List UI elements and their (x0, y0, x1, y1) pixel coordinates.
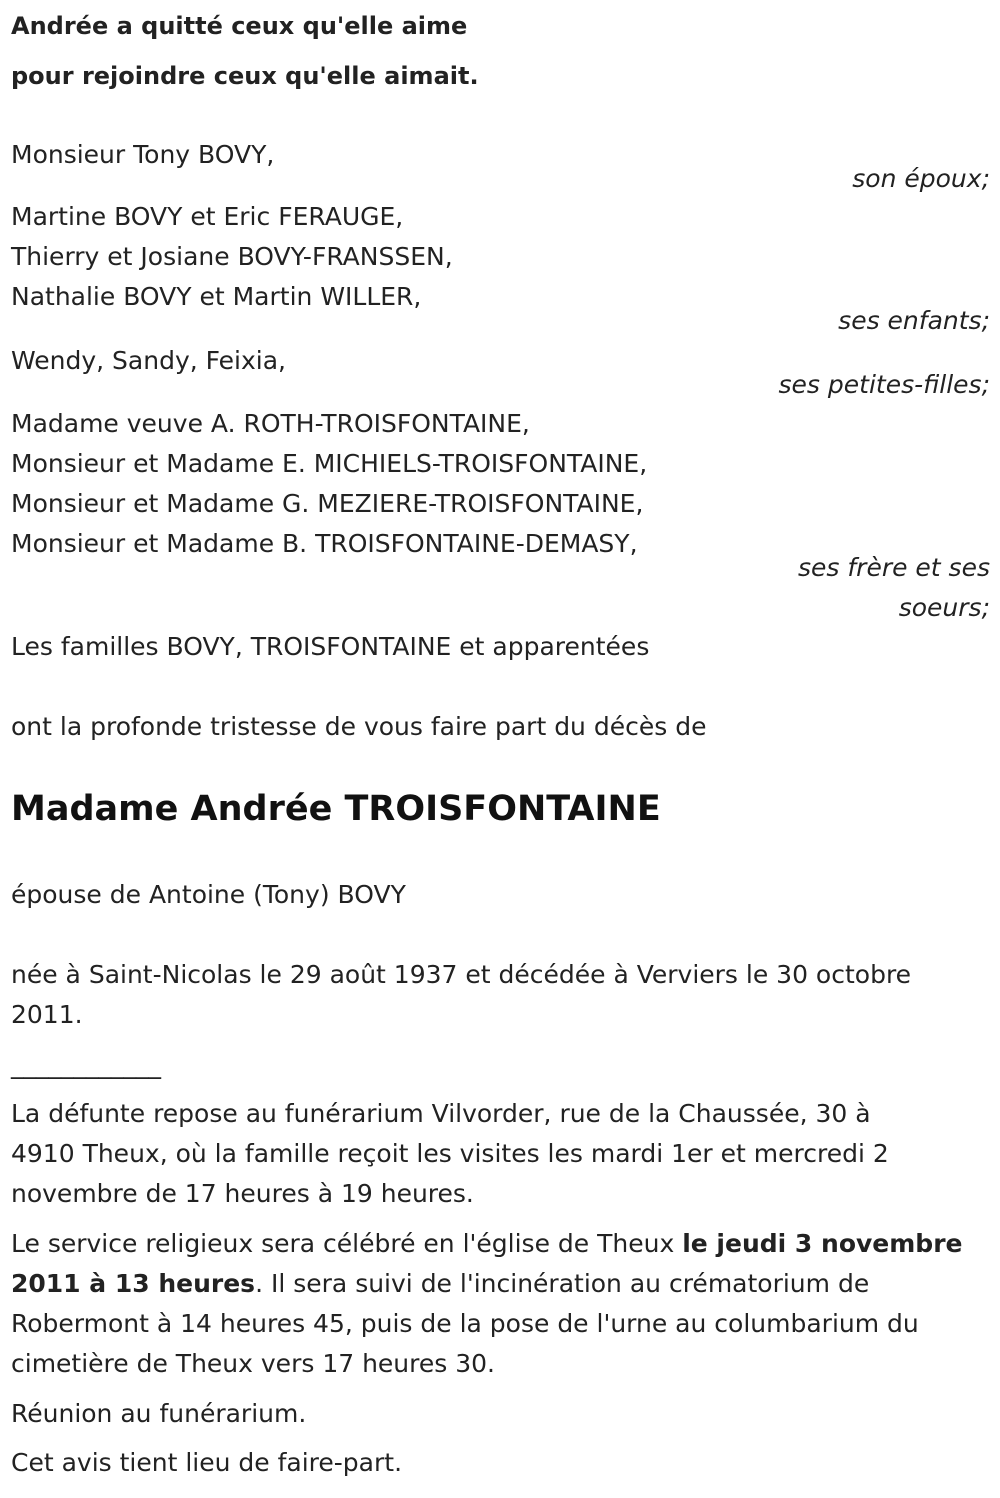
announcement-text: ont la profonde tristesse de vous faire part du décès de (11, 712, 707, 741)
child-name: Martine BOVY et Eric FERAUGE, (11, 202, 404, 231)
service-text: . Il sera suivi de l'incinération au crématorium de (255, 1269, 870, 1298)
child-name: Thierry et Josiane BOVY-FRANSSEN, (11, 242, 453, 271)
granddaughters-relation: ses petites-filles; (778, 370, 990, 399)
service-line-3: Robermont à 14 heures 45, puis de la pose de l'urne au columbarium du (11, 1309, 919, 1338)
siblings-relation-line-2: soeurs; (898, 593, 990, 622)
siblings-relation-line-1: ses frère et ses (797, 553, 990, 582)
service-text: Le service religieux sera célébré en l'église de Theux (11, 1229, 683, 1258)
spouse-name: Monsieur Tony BOVY, (11, 140, 275, 169)
granddaughters-names: Wendy, Sandy, Feixia, (11, 346, 286, 375)
separator-line: ____________ (11, 1050, 161, 1079)
repose-line-1: La défunte repose au funérarium Vilvorder, rue de la Chaussée, 30 à (11, 1099, 871, 1128)
child-name: Nathalie BOVY et Martin WILLER, (11, 282, 422, 311)
sibling-name: Monsieur et Madame E. MICHIELS-TROISFONTAINE, (11, 449, 648, 478)
birth-death-info (11, 955, 911, 1035)
deceased-spouse-line: épouse de Antoine (Tony) BOVY (11, 880, 406, 909)
children-relation: ses enfants; (838, 306, 990, 335)
deceased-name: Madame Andrée TROISFONTAINE (11, 789, 661, 829)
repose-line-3: novembre de 17 heures à 19 heures. (11, 1179, 474, 1208)
service-line-1 (11, 1224, 962, 1264)
notice-note: Cet avis tient lieu de faire-part. (11, 1448, 403, 1477)
children-list (11, 197, 453, 317)
intro-quote-line-1: Andrée a quitté ceux qu'elle aime (11, 12, 468, 40)
sibling-name: Monsieur et Madame B. TROISFONTAINE-DEMASY, (11, 529, 638, 558)
reunion-note: Réunion au funérarium. (11, 1399, 307, 1428)
service-line-2 (11, 1264, 962, 1304)
service-line-4: cimetière de Theux vers 17 heures 30. (11, 1349, 495, 1378)
birth-death-line-2: 2011. (11, 1000, 83, 1029)
repose-paragraph (11, 1094, 889, 1214)
repose-line-2: 4910 Theux, où la famille reçoit les visites les mardi 1er et mercredi 2 (11, 1139, 889, 1168)
siblings-list (11, 404, 647, 564)
service-paragraph (11, 1224, 962, 1384)
service-date-emphasis: le jeudi 3 novembre (682, 1229, 963, 1258)
service-time-emphasis: 2011 à 13 heures (11, 1269, 256, 1298)
sibling-name: Monsieur et Madame G. MEZIERE-TROISFONTAINE, (11, 489, 644, 518)
birth-death-line-1: née à Saint-Nicolas le 29 août 1937 et décédée à Verviers le 30 octobre (11, 960, 912, 989)
families-line: Les familles BOVY, TROISFONTAINE et apparentées (11, 632, 650, 661)
spouse-relation: son époux; (852, 164, 990, 193)
intro-quote-line-2: pour rejoindre ceux qu'elle aimait. (11, 62, 479, 90)
sibling-name: Madame veuve A. ROTH-TROISFONTAINE, (11, 409, 530, 438)
